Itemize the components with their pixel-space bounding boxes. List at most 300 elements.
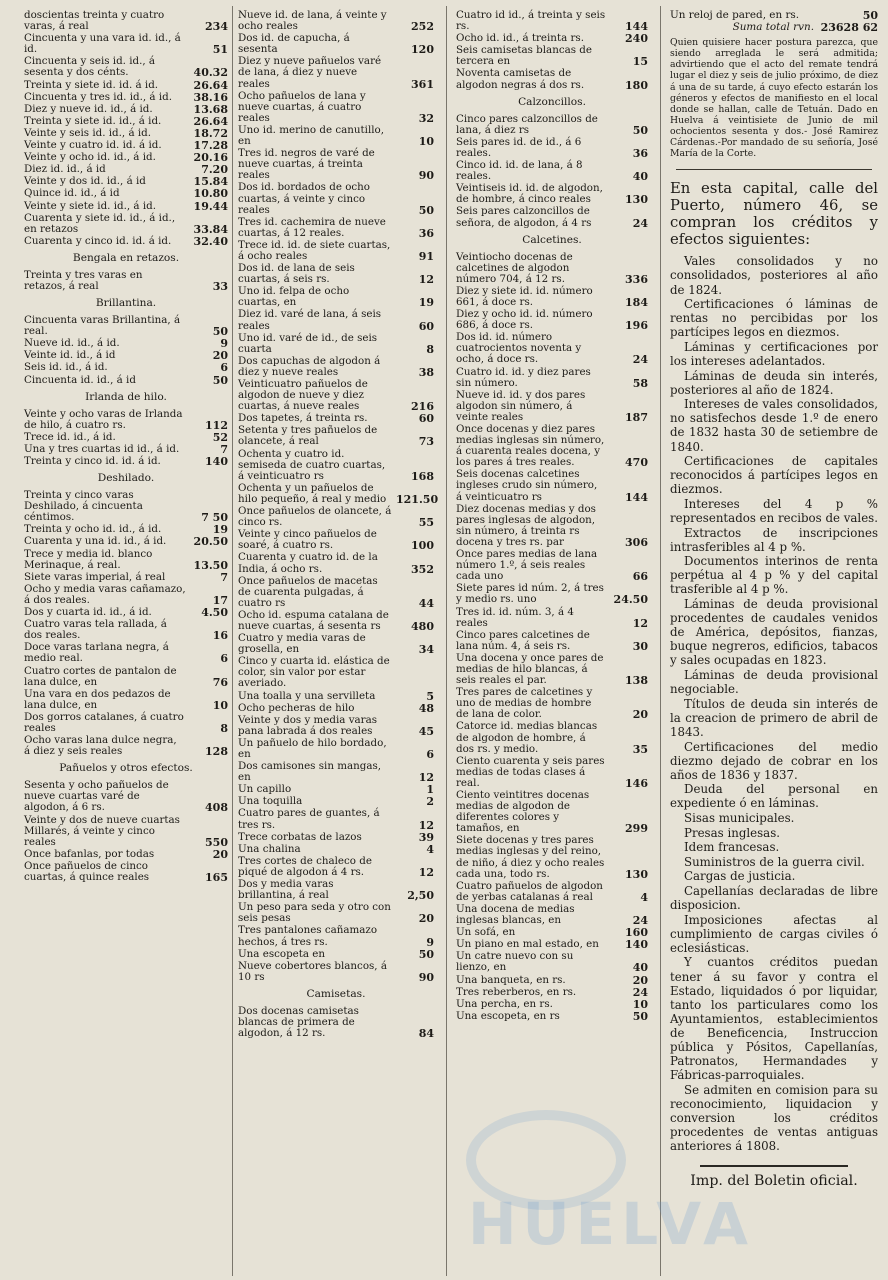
inventory-entry <box>238 91 434 124</box>
inventory-entry <box>24 152 228 163</box>
inventory-entry <box>24 584 228 606</box>
inventory-entry <box>24 10 228 32</box>
inventory-entry <box>24 456 228 467</box>
entry-amount: 15 <box>632 55 648 69</box>
entry-amount: 91 <box>418 249 434 263</box>
inventory-entry <box>238 33 434 55</box>
entry-amount: 9 <box>220 337 228 351</box>
entry-amount: 19.44 <box>193 199 228 213</box>
entry-amount: 50 <box>632 123 648 137</box>
credit-item: Láminas de deuda provisional negociable. <box>670 668 878 697</box>
entry-amount: 336 <box>625 272 648 286</box>
inventory-entry <box>24 201 228 212</box>
entry-desc: Uno id. merino de canutillo, en <box>238 123 385 148</box>
credit-item: Intereses del 4 p % representados en recibos de vales. <box>670 496 878 526</box>
inventory-entry <box>24 362 228 373</box>
entry-desc: Diez y ocho id. id. número 686, á doce rs. <box>456 308 593 332</box>
inventory-entry <box>24 524 228 535</box>
entry-desc: Uno id. felpa de ocho cuartas, en <box>238 285 350 309</box>
entry-amount: 6 <box>220 361 228 375</box>
entry-desc: Cuatro cortes de pantalon de lana dulce, en <box>24 664 177 688</box>
credit-item: Sisas municipales. <box>684 810 795 825</box>
inventory-entry <box>24 92 228 103</box>
entry-amount: 33 <box>212 279 228 293</box>
entry-amount: 44 <box>418 596 434 610</box>
column-4 <box>670 10 878 1189</box>
entry-desc: Cinco id. id. de lana, á 8 reales. <box>456 159 583 183</box>
entry-amount: 7 50 <box>201 511 228 525</box>
entry-amount: 50 <box>418 947 434 961</box>
column-divider <box>446 6 447 1276</box>
section-heading-irlanda: Irlanda de hilo. <box>85 390 167 403</box>
entry-amount: 73 <box>418 435 434 449</box>
entry-amount: 240 <box>625 32 648 46</box>
inventory-entry <box>24 642 228 664</box>
col1-brillantina-list <box>24 315 228 386</box>
entry-amount: 112 <box>205 418 228 432</box>
inventory-entry <box>238 506 434 528</box>
entry-amount: 20.50 <box>193 535 228 549</box>
inventory-entry <box>456 137 648 159</box>
entry-amount: 16 <box>212 629 228 643</box>
section-heading-bengala: Bengala en retazos. <box>72 251 180 264</box>
entry-amount: 7 <box>220 570 228 584</box>
entry-desc: Trece id. id., á id. <box>24 430 116 443</box>
entry-desc: Dos tapetes, á treinta rs. <box>238 412 368 425</box>
entry-desc: Quince id. id., á id <box>24 187 120 200</box>
entry-amount: 18.72 <box>193 126 228 140</box>
entry-desc: Un pañuelo de hilo bordado, en <box>238 736 387 760</box>
entry-amount: 33.84 <box>193 222 228 236</box>
entry-amount: 9 <box>426 935 434 949</box>
inventory-entry <box>238 633 434 655</box>
entry-amount: 4.50 <box>201 606 228 620</box>
entry-desc: Un peso para seda y otro con seis pesas <box>238 901 391 925</box>
credit-item: Láminas de deuda provisional procedentes de caudales venidos de América, depósitos, fianzas, buque negreros, edificios, tabacos y sales ocupadas en 1823. <box>670 597 878 668</box>
inventory-entry <box>456 987 648 998</box>
entry-desc: Ciento veintitres docenas medias de algodon de diferentes colores y tamaños, en <box>456 789 590 835</box>
entry-amount: 180 <box>625 78 648 92</box>
entry-amount: 10 <box>418 135 434 149</box>
inventory-entry <box>24 350 228 361</box>
entry-desc: Treinta y tres varas en retazos, á real <box>24 268 143 292</box>
total-line <box>670 22 878 33</box>
entry-amount: 38 <box>418 365 434 379</box>
inventory-entry <box>456 756 648 789</box>
entry-amount: 196 <box>625 319 648 333</box>
entry-amount: 50 <box>862 9 878 22</box>
watermark: HUELVA <box>468 1190 755 1258</box>
inventory-entry <box>24 375 228 386</box>
entry-amount: 19 <box>418 296 434 310</box>
entry-amount: 50 <box>212 325 228 339</box>
entry-desc: Uno id. varé de id., de seis cuarta <box>238 331 378 355</box>
credit-item: Y cuantos créditos puedan tener á su favor y contra el Estado, liquidados ó por liquidar, tanto los particulares como los Ayuntamientos, establecimientos de Beneficencia, Instruccion pública y Pósitos, Capellanías, Patronatos, Hermandades y Fábricas-parroquiales. <box>670 955 878 1083</box>
entry-desc: Diez y siete id. id. número 661, á doce rs. <box>456 284 593 308</box>
entry-amount: 146 <box>625 776 648 790</box>
entry-amount: 52 <box>212 430 228 444</box>
entry-amount: 90 <box>418 970 434 984</box>
entry-amount: 140 <box>625 938 648 952</box>
inventory-entry <box>456 951 648 973</box>
column-divider <box>660 6 661 1276</box>
entry-amount: 470 <box>625 456 648 470</box>
entry-desc: Veinte y dos id. id., á id <box>24 175 146 188</box>
section-heading-calcetines: Calcetines. <box>522 233 582 246</box>
inventory-entry <box>238 656 434 689</box>
entry-amount: 55 <box>418 516 434 530</box>
inventory-entry <box>456 367 648 389</box>
inventory-entry <box>24 164 228 175</box>
entry-amount: 184 <box>625 295 648 309</box>
col1-bengala-list <box>24 270 228 292</box>
entry-desc: Trece y media id. blanco Merinaque, á real. <box>24 547 153 571</box>
entry-amount: 34 <box>418 643 434 657</box>
inventory-entry <box>456 835 648 879</box>
column-1 <box>24 10 228 884</box>
entry-amount: 26.64 <box>193 114 228 128</box>
entry-amount: 480 <box>411 619 434 633</box>
entry-amount: 40.32 <box>193 66 228 80</box>
entry-desc: Veintiocho docenas de calcetines de algodon número 704, á 12 rs. <box>456 250 573 285</box>
col3-calzoncillos-list <box>456 114 648 229</box>
inventory-entry <box>24 409 228 431</box>
entry-desc: Ocho id. espuma catalana de nueve cuartas, á sesenta rs <box>238 608 389 632</box>
entry-desc: Cinco pares calzoncillos de lana, á diez rs <box>456 112 598 136</box>
entry-desc: Veinte y ocho id. id., á id. <box>24 151 156 164</box>
inventory-entry <box>238 784 434 795</box>
entry-desc: Veinte y cuatro id. id. á id. <box>24 139 162 152</box>
entry-amount: 13.68 <box>193 102 228 116</box>
entry-desc: Nueve id. id., á id. <box>24 337 120 350</box>
credit-item: Extractos de inscripciones intrasferibles al 4 p %. <box>670 525 878 554</box>
entry-desc: Tres cortes de chaleco de piqué de algodon á 4 rs. <box>238 854 372 878</box>
entry-desc: Ocho id. id., á treinta rs. <box>456 32 584 45</box>
entry-amount: 51 <box>212 43 228 57</box>
entry-desc: Dos id. de capucha, á sesenta <box>238 32 350 56</box>
entry-amount: 299 <box>625 822 648 836</box>
inventory-entry <box>24 140 228 151</box>
inventory-entry <box>238 217 434 239</box>
entry-desc: Tres id. id. núm. 3, á 4 reales <box>456 605 574 629</box>
entry-desc: Cuarenta y cuatro id. de la India, á ocho rs. <box>238 551 378 575</box>
bottom-rule <box>700 1165 848 1167</box>
entry-desc: Una percha, en rs. <box>456 997 553 1010</box>
inventory-entry <box>456 790 648 834</box>
inventory-entry <box>24 536 228 547</box>
entry-amount: 24.50 <box>613 593 648 607</box>
inventory-entry <box>238 844 434 855</box>
entry-amount: 12 <box>418 818 434 832</box>
entry-desc: Tres pantalones cañamazo hechos, á tres rs. <box>238 924 378 948</box>
inventory-entry <box>24 619 228 641</box>
entry-desc: Una chalina <box>238 842 301 855</box>
inventory-entry <box>456 1011 648 1022</box>
inventory-entry <box>456 332 648 365</box>
entry-desc: Ocho y media varas cañamazo, á dos reales. <box>24 582 186 606</box>
entry-desc: Dos y cuarta id. id., á id. <box>24 606 152 619</box>
inventory-entry <box>238 856 434 878</box>
entry-desc: Una y tres cuartas id id., á id. <box>24 442 180 455</box>
entry-desc: Veinte y seis id. id., á id. <box>24 126 152 139</box>
credits-announcement: En esta capital, calle del Puerto, número 46, se compran los créditos y efectos siguientes: <box>670 179 878 249</box>
entry-desc: Cuatro y media varas de grosella, en <box>238 632 366 656</box>
inventory-entry <box>238 56 434 89</box>
inventory-entry <box>238 808 434 830</box>
inventory-entry <box>456 653 648 686</box>
entry-amount: 50 <box>632 1009 648 1023</box>
entry-reloj <box>670 10 878 21</box>
inventory-entry <box>456 881 648 903</box>
entry-desc: Once pares medias de lana número 1.º, á seis reales cada uno <box>456 548 598 583</box>
entry-amount: 50 <box>212 373 228 387</box>
entry-desc: Cincuenta y una vara id. id., á id. <box>24 32 181 56</box>
inventory-entry <box>456 975 648 986</box>
entry-amount: 306 <box>625 535 648 549</box>
inventory-entry <box>24 338 228 349</box>
entry-amount: 6 <box>426 748 434 761</box>
inventory-entry <box>238 356 434 378</box>
entry-desc: Dos id. bordados de ocho cuartas, á veinte y cinco reales <box>238 181 370 216</box>
entry-desc: Seis id. id., á id. <box>24 361 108 374</box>
inventory-entry <box>24 116 228 127</box>
inventory-entry <box>456 927 648 938</box>
entry-desc: Dos id. de lana de seis cuartas, á seis rs. <box>238 262 355 286</box>
inventory-entry <box>238 379 434 412</box>
inventory-entry <box>238 832 434 843</box>
inventory-entry <box>238 449 434 482</box>
credit-item: Láminas de deuda sin interés, posteriores al año de 1824. <box>670 368 878 397</box>
credit-item: Imposiciones afectas al cumplimiento de cargas civiles ó eclesiásticas. <box>670 912 878 955</box>
entry-desc: Ocho pañuelos de lana y nueve cuartas, á cuatro reales <box>238 89 366 124</box>
entry-amount: 20 <box>632 708 648 722</box>
column-2 <box>238 9 439 1041</box>
inventory-entry <box>238 148 434 181</box>
entry-desc: Un capillo <box>238 783 292 796</box>
entry-amount: 234 <box>205 20 228 34</box>
entry-amount: 2,50 <box>407 889 434 903</box>
inventory-entry <box>24 849 228 860</box>
entry-amount: 48 <box>418 701 434 715</box>
inventory-entry <box>24 56 228 78</box>
entry-amount: 12 <box>418 771 434 785</box>
inventory-entry <box>238 879 434 901</box>
credit-item: Intereses de vales consolidados, no satisfechos desde 1.º de enero de 1832 hasta 30 de setiembre de 1840. <box>670 397 878 454</box>
entry-desc: Un piano en mal estado, en <box>456 938 599 951</box>
credit-item: Certificaciones de capitales reconocidos á partícipes legos en diezmos. <box>670 454 878 497</box>
entry-amount: 4 <box>640 890 648 904</box>
entry-desc: Cuatro pares de guantes, á tres rs. <box>238 807 380 831</box>
entry-desc: Cincuenta y tres id. id., á id. <box>24 90 172 103</box>
entry-desc: Setenta y tres pañuelos de olancete, á real <box>238 424 378 448</box>
entry-amount: 76 <box>212 675 228 689</box>
entry-amount: 12 <box>418 273 434 287</box>
section-heading-brillantina: Brillantina. <box>95 297 157 310</box>
entry-amount: 100 <box>411 539 434 553</box>
section-heading-panuelos: Pañuelos y otros efectos. <box>59 762 193 775</box>
entry-desc: Ciento cuarenta y seis pares medias de todas clases á real. <box>456 754 605 789</box>
col1-panuelos-list <box>24 780 228 883</box>
entry-amount: 7.20 <box>201 163 228 177</box>
inventory-entry <box>456 286 648 308</box>
entry-amount: 90 <box>418 169 434 183</box>
entry-amount: 408 <box>205 801 228 815</box>
credit-item: Presas inglesas. <box>684 825 781 840</box>
entry-desc: Once docenas y diez pares medias inglesas sin número, á cuarenta reales docena, y los pares á tres reales. <box>456 423 605 469</box>
inventory-entry <box>238 182 434 215</box>
entry-amount: 26.64 <box>193 78 228 92</box>
credit-item: Deuda del personal en expediente ó en láminas. <box>670 782 878 811</box>
entry-desc: Nueve id. de lana, á veinte y ocho reales <box>238 9 387 33</box>
entry-desc: Cuatro pañuelos de algodon de yerbas catalanas á real <box>456 879 603 903</box>
entry-amount: 8 <box>426 342 434 356</box>
entry-desc: Siete docenas y tres pares medias inglesas y del reino, de niño, á diez y ocho reales cada una, todo rs. <box>456 834 605 880</box>
entry-desc: Diez id. id., á id <box>24 163 106 176</box>
entry-desc: Veinte id. id., á id <box>24 349 116 362</box>
entry-amount: 15.84 <box>193 175 228 189</box>
entry-desc: Veinte y dos y media varas pana labrada á dos reales <box>238 713 377 737</box>
entry-amount: 20.16 <box>193 151 228 165</box>
inventory-entry <box>238 949 434 960</box>
entry-amount: 130 <box>625 867 648 881</box>
entry-amount: 5 <box>426 689 434 703</box>
entry-desc: Veinticuatro pañuelos de algodon de nueve y diez cuartas, á nueve reales <box>238 378 368 413</box>
inventory-entry <box>238 240 434 262</box>
entry-amount: 66 <box>632 570 648 584</box>
entry-amount: 58 <box>632 376 648 390</box>
entry-amount: 24 <box>632 985 648 999</box>
entry-desc: Once pañuelos de olancete, á cinco rs. <box>238 505 392 529</box>
entry-amount: 252 <box>411 20 434 34</box>
entry-amount: 35 <box>632 742 648 756</box>
entry-desc: Una toalla y una servilleta <box>238 689 376 702</box>
entry-desc: Ocho varas lana dulce negra, á diez y seis reales <box>24 734 177 758</box>
credit-item: Certificaciones ó láminas de rentas no percibidas por los partícipes legos en diezmos. <box>670 297 878 340</box>
inventory-entry <box>238 796 434 807</box>
section-heading-deshilado: Deshilado. <box>97 472 155 485</box>
entry-desc: Diez y nueve pañuelos varé de lana, á diez y nueve reales <box>238 55 382 90</box>
entry-amount: 24 <box>632 216 648 230</box>
entry-desc: Veinte y cinco pañuelos de soaré, á cuatro rs. <box>238 528 377 552</box>
section-heading-camisetas: Camisetas. <box>306 987 366 1000</box>
inventory-entry <box>238 10 434 32</box>
inventory-entry <box>24 236 228 247</box>
inventory-entry <box>24 735 228 757</box>
credit-item: Capellanías declaradas de libre disposicion. <box>670 883 878 913</box>
inventory-entry <box>24 490 228 523</box>
inventory-entry <box>456 206 648 228</box>
entry-desc: Dos id. id. número cuatrocientos noventa y ocho, á doce rs. <box>456 331 582 366</box>
entry-desc: Veinte y ocho varas de Irlanda de hilo, á cuatro rs. <box>24 407 183 431</box>
entry-desc: Noventa camisetas de algodon negras á dos rs. <box>456 67 585 91</box>
entry-desc: Cuarenta y cinco id. id. á id. <box>24 234 172 247</box>
inventory-entry <box>456 904 648 926</box>
inventory-entry <box>456 630 648 652</box>
closing-notice: Quien quisiere hacer postura parezca, que siendo arreglada le será admitida; advirtiendo que el acto del remate tendrá lugar el diez y seis de julio próximo, de diez á una de su tarde, á cuyo efecto estarán los géneros y efectos de manifiesto en el local donde se hallan, calle de Tetuán. Dado en Huelva á veintisiete de Junio de mil ochocientos sesenta y dos.- José Ramirez Cárdenas.-Por mandado de su señoría, José María de la Corte. <box>670 37 878 160</box>
entry-amount: 32.40 <box>193 234 228 248</box>
entry-amount: 20 <box>632 973 648 987</box>
entry-desc: Ocho pecheras de hilo <box>238 701 355 714</box>
section-heading-calzoncillos: Calzoncillos. <box>518 95 586 108</box>
inventory-entry <box>456 45 648 67</box>
entry-desc: Ochenta y cuatro id. semiseda de cuatro cuartas, á veinticuatro rs <box>238 447 386 482</box>
entry-desc: Veinte y dos de nueve cuartas Millarés, á veinte y cinco reales <box>24 813 180 848</box>
inventory-entry <box>24 815 228 848</box>
entry-desc: Un sofá, en <box>456 926 516 939</box>
entry-desc: Treinta y cinco id. id. á id. <box>24 455 161 467</box>
entry-desc: Dos capuchas de algodon á diez y nueve reales <box>238 354 381 378</box>
col1-deshilado-list <box>24 490 228 757</box>
inventory-entry <box>238 333 434 355</box>
credit-item: Idem francesas. <box>684 840 780 855</box>
entry-amount: 1 <box>426 783 434 797</box>
inventory-entry <box>24 780 228 813</box>
inventory-entry <box>238 309 434 331</box>
inventory-entry <box>24 315 228 337</box>
entry-amount: 7 <box>220 442 228 456</box>
entry-desc: Nueve id. id. y dos pares algodon sin número, á veinte reales <box>456 388 586 423</box>
entry-amount: 352 <box>411 562 434 576</box>
entry-amount: 160 <box>625 926 648 940</box>
inventory-entry <box>456 183 648 205</box>
entry-desc: Cincuenta id. id., á id <box>24 373 136 386</box>
entry-amount: 138 <box>625 674 648 688</box>
entry-amount: 130 <box>625 193 648 207</box>
entry-amount: 17.28 <box>193 139 228 153</box>
entry-desc: Treinta y ocho id. id., á id. <box>24 523 162 536</box>
entry-desc: Seis pares calzoncillos de señora, de algodon, á 4 rs <box>456 205 592 229</box>
entry-desc: Treinta y cinco varas Deshilado, á cincuenta céntimos. <box>24 489 143 524</box>
inventory-entry <box>238 925 434 947</box>
entry-desc: Once bafanlas, por todas <box>24 847 155 860</box>
inventory-entry <box>456 999 648 1010</box>
inventory-entry <box>238 902 434 924</box>
inventory-entry <box>24 607 228 618</box>
entry-amount: 40 <box>632 961 648 975</box>
entry-desc: Seis docenas calcetines ingleses crudo sin número, á veinticuatro rs <box>456 468 598 503</box>
entry-desc: Tres pares de calcetines y uno de medias de hombre de lana de color. <box>456 686 593 721</box>
entry-amount: 8 <box>220 721 228 735</box>
credit-item: Certificaciones del medio diezmo dejado de cobrar en los años de 1836 y 1837. <box>670 739 878 782</box>
entry-amount: 45 <box>418 724 434 738</box>
entry-amount: 165 <box>205 871 228 884</box>
entry-desc: Cuatro varas tela rallada, á dos reales. <box>24 618 167 642</box>
entry-desc: Una banqueta, en rs. <box>456 973 566 986</box>
inventory-entry <box>24 188 228 199</box>
col3-calcetines-list <box>456 252 648 1022</box>
entry-desc: Dos y media varas brillantina, á real <box>238 878 334 902</box>
entry-desc: Nueve cobertores blancos, á 10 rs <box>238 959 387 983</box>
entry-amount: 187 <box>625 410 648 424</box>
entry-desc: Dos docenas camisetas blancas de primera de algodon, á 12 rs. <box>238 1004 359 1040</box>
inventory-entry <box>24 572 228 583</box>
entry-desc: Una docena de medias inglesas blancas, en <box>456 902 575 927</box>
credit-item: Vales consolidados y no consolidados, posteriores al año de 1824. <box>670 254 878 297</box>
col3-pre-list <box>456 10 648 91</box>
section-rule <box>676 169 872 170</box>
entry-desc: Siete pares id núm. 2, á tres y medio rs. uno <box>456 582 604 606</box>
inventory-entry <box>24 666 228 688</box>
entry-amount: 140 <box>205 455 228 468</box>
imprint-line: Imp. del Boletin oficial. <box>690 1173 858 1190</box>
inventory-entry <box>456 33 648 44</box>
entry-desc: Una escopeta en <box>238 947 326 960</box>
credit-item: Cargas de justicia. <box>684 869 796 884</box>
entry-amount: 10.80 <box>193 187 228 201</box>
entry-amount: 121.50 <box>396 492 439 506</box>
inventory-entry <box>456 68 648 90</box>
entry-desc: Veinte y siete id. id., á id. <box>24 199 156 212</box>
